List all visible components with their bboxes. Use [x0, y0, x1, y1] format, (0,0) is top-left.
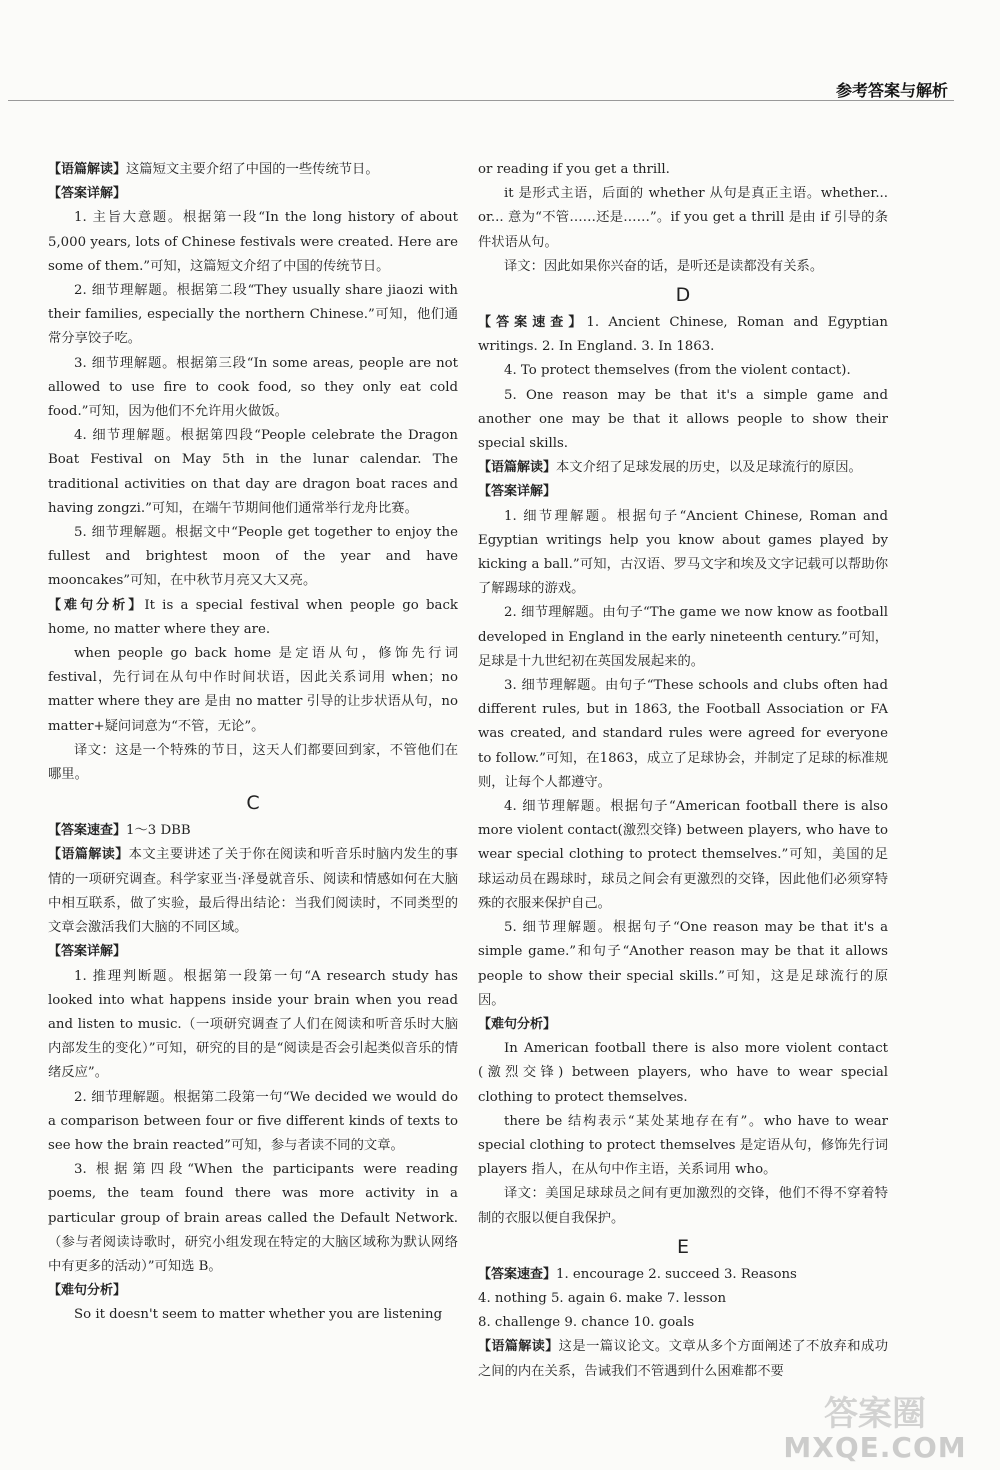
paragraph-text: when people go back home 是定语从句，修饰先行词 festival，先行词在从句中作时间状语，因此关系词用 when；no matter where they are 是由 no matter 引导的让步状语从句，no matter+疑问词意为“不管，无论”。 [48, 646, 458, 734]
paragraph-text: 4. nothing 5. again 6. make 7. lesson [478, 1290, 727, 1306]
paragraph [478, 456, 888, 480]
paragraph [478, 1311, 888, 1335]
paragraph-text: or reading if you get a thrill. [478, 162, 670, 177]
section-tag: 【语篇解读】 [478, 1339, 559, 1355]
paragraph [478, 359, 888, 383]
paragraph [48, 594, 458, 642]
paragraph [48, 424, 458, 521]
paragraph-text: 这篇短文主要介绍了中国的一些传统节日。 [126, 162, 379, 177]
paragraph [478, 795, 888, 916]
paragraph-text: 3. 根据第四段“When the participants were reading poems, the team found there was more activity in a particular group of brain areas called the Default Network.（参与者阅读诗歌时，研究小组发现在特定的大脑区域称为默认网络中有更多的活动）”可知选 B。 [48, 1162, 458, 1274]
paragraph [478, 384, 888, 457]
paragraph-text: it 是形式主语，后面的 whether 从句是真正主语。whether... or... 意为“不管……还是……”。if you get a thrill 是由 if 引导的条件状语从句。 [478, 186, 888, 250]
paragraph [478, 916, 888, 1013]
section-tag: 【答案速查】 [478, 315, 587, 331]
paragraph [478, 601, 888, 674]
section-tag: 【答案速查】 [48, 823, 127, 839]
paragraph-text: 译文：因此如果你兴奋的话，是听还是读都没有关系。 [504, 258, 824, 274]
right-column [478, 158, 888, 1384]
paragraph-text: 译文：这是一个特殊的节日，这天人们都要回到家，不管他们在哪里。 [48, 742, 458, 783]
paragraph-text: 4. To protect themselves (from the violent contact). [504, 363, 851, 379]
paragraph-text: 3. 细节理解题。根据第三段“In some areas, people are not allowed to use fire to cook food, so they only eat cold food.”可知，因为他们不允许用火做饭。 [48, 355, 458, 420]
paragraph [478, 674, 888, 795]
paragraph [48, 521, 458, 594]
paragraph [48, 1158, 458, 1279]
paragraph-text: 3. 细节理解题。由句子“These schools and clubs often had different rules, but in 1863, the Football Association or FA was created, and standard rules were agreed for everyone to follow.”可知，在1863，成立了足球协会，并制定了足球的标准规则，让每个人都遵守。 [478, 678, 888, 790]
paragraph [478, 480, 888, 504]
paragraph [478, 158, 888, 182]
paragraph [48, 965, 458, 1086]
paragraph [478, 1263, 888, 1287]
header-divider [8, 100, 954, 101]
paragraph-text: 4. 细节理解题。根据第四段“People celebrate the Dragon Boat Festival on May 5th in the lunar calendar. The traditional activities on that day are dragon boat races and having zongzi.”可知，在端午节期间他们通常举行龙舟比赛。 [48, 428, 458, 516]
paragraph-text: 5. 细节理解题。根据句子“One reason may be that it's a simple game.”和句子“Another reason may be that it allows people to show their special skills.”可知，这是足球流行的原因。 [478, 920, 888, 1008]
paragraph-text: In American football there is also more violent contact (激烈交锋) between players, who have to wear special clothing to protect themselves. [478, 1041, 888, 1105]
paragraph [48, 206, 458, 279]
section-tag: 【难句分析】 [48, 597, 145, 613]
paragraph-text: 4. 细节理解题。根据句子“American football there is also more violent contact(激烈交锋) between players, who have to wear special clothing to protect themselves.”可知，美国的足球运动员在踢球时，球员之间会有更激烈的交锋，因此他们必须穿特殊的衣服来保护自己。 [478, 799, 888, 911]
section-tag: 【答案详解】 [48, 944, 127, 960]
paragraph-text: 这是一篇议论文。文章从多个方面阐述了不放弃和成功之间的内在关系，告诫我们不管遇到什么困难都不要 [478, 1339, 888, 1379]
paragraph [48, 940, 458, 964]
paragraph-text: It is a special festival when people go back home, no matter where they are. [48, 597, 458, 637]
paragraph [48, 1279, 458, 1303]
paragraph-text: 5. 细节理解题。根据文中“People get together to enjoy the fullest and brightest moon of the year and have mooncakes”可知，在中秋节月亮又大又亮。 [48, 525, 458, 589]
paragraph-text: there be 结构表示“某处某地存在有”。who have to wear special clothing to protect themselves 是定语从句，修饰先行词 players 指人，在从句中作主语，关系词用 who。 [478, 1113, 888, 1178]
paragraph-text: 本文主要讲述了关于你在阅读和听音乐时脑内发生的事情的一项研究调查。科学家亚当·泽曼就音乐、阅读和情感如何在大脑中相互联系，做了实验，最后得出结论：当我们阅读时，不同类型的文章会激活我们大脑的不同区域。 [48, 847, 458, 936]
paragraph-text: 1. 主旨大意题。根据第一段“In the long history of about 5,000 years, lots of Chinese festivals were created. Here are some of them.”可知，这篇短文介绍了中国的传统节日。 [48, 210, 458, 274]
section-tag: 【难句分析】 [48, 1283, 127, 1299]
section-heading: D [675, 284, 691, 307]
paragraph-text: 1～3 DBB [126, 823, 191, 839]
paragraph [48, 739, 458, 787]
paragraph [478, 1037, 888, 1110]
paragraph [48, 182, 458, 206]
paragraph-text: 1. 推理判断题。根据第一段第一句“A research study has looked into what happens inside your brain when you read and listen to music.（一项研究调查了人们在阅读和听音乐时大脑内部发生的变化）”可知，研究的目的是“阅读是否会引起类似音乐的情绪反应”。 [48, 968, 458, 1081]
paragraph-text: 1. Ancient Chinese, Roman and Egyptian writings. 2. In England. 3. In 1863. [478, 315, 888, 355]
paragraph [478, 1182, 888, 1230]
paragraph [48, 843, 458, 940]
paragraph [48, 642, 458, 739]
paragraph [478, 311, 888, 359]
paragraph [478, 1110, 888, 1183]
watermark-top-text: 答案圈 [824, 1394, 926, 1434]
paragraph [48, 1303, 458, 1327]
section-tag: 【难句分析】 [478, 1016, 557, 1032]
paragraph [48, 1086, 458, 1159]
section-tag: 【答案速查】 [478, 1266, 557, 1282]
paragraph [48, 352, 458, 425]
paragraph-text: 2. 细节理解题。根据第二段第一句“We decided we would do a comparison between four or five different kinds of texts to see how the brain reacted”可知，参与者读不同的文章。 [48, 1089, 458, 1153]
paragraph-text: So it doesn't seem to matter whether you are listening [74, 1307, 443, 1323]
paragraph [478, 255, 888, 279]
paragraph-text: 5. One reason may be that it's a simple game and another one may be that it allows people to show their special skills. [478, 387, 888, 452]
watermark-logo [780, 1386, 970, 1464]
left-column [48, 158, 458, 1328]
paragraph [478, 505, 888, 602]
paragraph-text: 8. challenge 9. chance 10. goals [478, 1315, 695, 1331]
watermark-bottom-text: MXQE.COM [783, 1431, 967, 1464]
paragraph-text: 1. encourage 2. succeed 3. Reasons [556, 1266, 797, 1282]
section-tag: 【答案详解】 [478, 484, 557, 500]
paragraph [48, 819, 458, 843]
paragraph [478, 1335, 888, 1383]
paragraph [478, 182, 888, 255]
section-tag: 【语篇解读】 [48, 847, 129, 863]
paragraph-text: 2. 细节理解题。根据第二段“They usually share jiaozi with their families, especially the northern Chinese.”可知，他们通常分享饺子吃。 [48, 283, 458, 347]
section-tag: 【语篇解读】 [478, 460, 557, 476]
paragraph-text: 本文介绍了足球发展的历史，以及足球流行的原因。 [556, 460, 862, 476]
section-heading: E [676, 1235, 689, 1258]
paragraph [478, 1287, 888, 1311]
paragraph-text: 2. 细节理解题。由句子“The game we now know as football developed in England in the early nineteenth century.”可知，足球是十九世纪初在英国发展起来的。 [478, 605, 888, 669]
section-heading: C [246, 792, 260, 815]
section-tag: 【答案详解】 [48, 186, 127, 202]
paragraph-text: 译文：美国足球球员之间有更加激烈的交锋，他们不得不穿着特制的衣服以便自我保护。 [478, 1186, 888, 1226]
paragraph [478, 1013, 888, 1037]
section-tag: 【语篇解读】 [48, 162, 127, 177]
paragraph [48, 279, 458, 352]
paragraph-text: 1. 细节理解题。根据句子“Ancient Chinese, Roman and Egyptian writings help you know about games played by kicking a ball.”可知，古汉语、罗马文字和埃及文字记载可以帮助你了解踢球的游戏。 [478, 508, 888, 597]
paragraph [48, 158, 458, 182]
page-header-title: 参考答案与解析 [835, 81, 948, 100]
